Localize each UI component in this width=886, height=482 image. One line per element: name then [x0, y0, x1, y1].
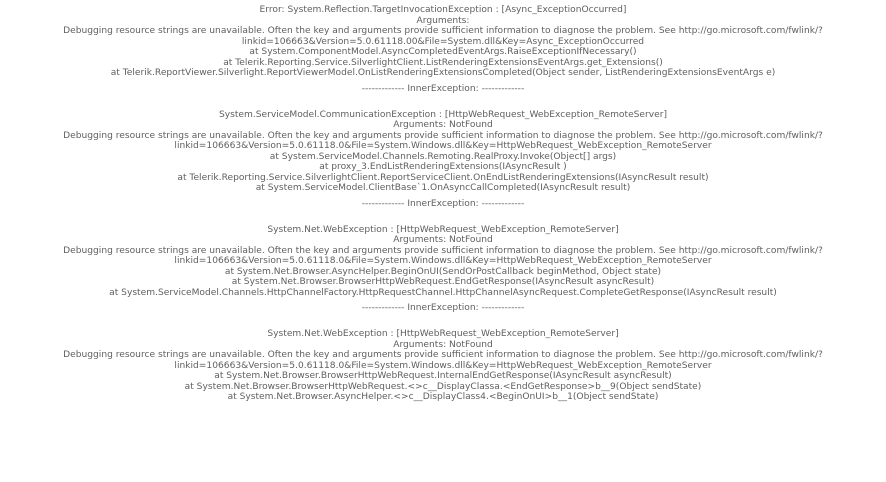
debug-link-params: linkid=106663&Version=5.0.61118.0&File=System.Windows.dll&Key=HttpWebRequest_WebException_RemoteServer — [174, 256, 712, 266]
exception-section-inner-1 — [0, 110, 886, 194]
stack-frame: at System.Net.Browser.AsyncHelper.BeginOnUI(SendOrPostCallback beginMethod, Object state) — [224, 266, 662, 277]
stack-frame: at System.ServiceModel.Channels.Remoting.RealProxy.Invoke(Object[] args) — [269, 151, 617, 162]
spacer — [0, 99, 886, 110]
spacer — [0, 214, 886, 225]
debug-link-params: linkid=106663&Version=5.0.61118.00&File=System.dll&Key=Async_ExceptionOccurred — [241, 36, 645, 47]
exception-title: System.Net.WebException : [HttpWebRequest_WebException_RemoteServer] — [267, 329, 619, 339]
spacer — [0, 319, 886, 330]
stack-frame: at System.ComponentModel.AsyncCompletedEventArgs.RaiseExceptionIfNecessary() — [249, 47, 637, 57]
exception-arguments: Arguments: NotFound — [393, 339, 493, 350]
inner-exception-separator: ------------- InnerException: ------------- — [361, 303, 525, 313]
exception-title: System.ServiceModel.CommunicationException : [HttpWebRequest_WebException_RemoteServer] — [218, 109, 668, 120]
stack-frame: at System.Net.Browser.AsyncHelper.<>c__DisplayClass4.<BeginOnUI>b__1(Object sendState) — [227, 392, 659, 402]
debug-link-params: linkid=106663&Version=5.0.61118.0&File=System.Windows.dll&Key=HttpWebRequest_WebException_RemoteServer — [174, 141, 712, 151]
stack-frame: at proxy_3.EndListRenderingExtensions(IAsyncResult ) — [319, 162, 567, 172]
debug-link-params: linkid=106663&Version=5.0.61118.0&File=System.Windows.dll&Key=HttpWebRequest_WebException_RemoteServer — [174, 360, 712, 371]
exception-title: Error: System.Reflection.TargetInvocationException : [Async_ExceptionOccurred] — [259, 5, 627, 15]
stack-frame: at System.Net.Browser.BrowserHttpWebRequest.InternalEndGetResponse(IAsyncResult asyncResult) — [214, 371, 672, 381]
inner-exception-separator: ------------- InnerException: ------------- — [361, 198, 525, 209]
stack-frame: at System.ServiceModel.Channels.HttpChannelFactory.HttpRequestChannel.HttpChannelAsyncRequest.CompleteGetResponse(IAsyncResult result) — [109, 287, 777, 298]
exception-arguments: Arguments: NotFound — [393, 235, 493, 245]
debug-message: Debugging resource strings are unavailable. Often the key and arguments provide sufficient information to diagnose the problem. See http://go.microsoft.com/fwlink/? — [63, 130, 823, 141]
debug-message: Debugging resource strings are unavailable. Often the key and arguments provide sufficient information to diagnose the problem. See http://go.microsoft.com/fwlink/? — [63, 245, 823, 256]
stack-frame: at Telerik.Reporting.Service.SilverlightClient.ListRenderingExtensionsEventArgs.get_Extensions() — [223, 57, 663, 68]
debug-message: Debugging resource strings are unavailable. Often the key and arguments provide sufficient information to diagnose the problem. See http://go.microsoft.com/fwlink/? — [63, 350, 823, 360]
exception-arguments: Arguments: NotFound — [393, 120, 493, 130]
debug-message: Debugging resource strings are unavailable. Often the key and arguments provide sufficient information to diagnose the problem. See http://go.microsoft.com/fwlink/? — [63, 26, 823, 36]
exception-title: System.Net.WebException : [HttpWebRequest_WebException_RemoteServer] — [267, 224, 619, 235]
inner-exception-separator: ------------- InnerException: ------------- — [361, 83, 525, 94]
stack-frame: at System.Net.Browser.BrowserHttpWebRequest.EndGetResponse(IAsyncResult asyncResult) — [231, 277, 655, 287]
exception-section-inner-3 — [0, 329, 886, 403]
stack-frame: at Telerik.ReportViewer.Silverlight.ReportViewerModel.OnListRenderingExtensionsCompleted(Object sender, ListRenderingExtensionsEventArgs e) — [110, 68, 776, 78]
stack-frame: at Telerik.Reporting.Service.SilverlightClient.ReportServiceClient.OnEndListRenderingExtensions(IAsyncResult result) — [177, 172, 709, 183]
stack-frame: at System.Net.Browser.BrowserHttpWebRequest.<>c__DisplayClassa.<EndGetResponse>b__9(Object sendState) — [184, 381, 702, 392]
exception-section-inner-2 — [0, 225, 886, 299]
stack-frame: at System.ServiceModel.ClientBase`1.OnAsyncCallCompleted(IAsyncResult result) — [255, 183, 631, 193]
exception-arguments: Arguments: — [416, 15, 470, 26]
exception-section-outer — [0, 5, 886, 79]
